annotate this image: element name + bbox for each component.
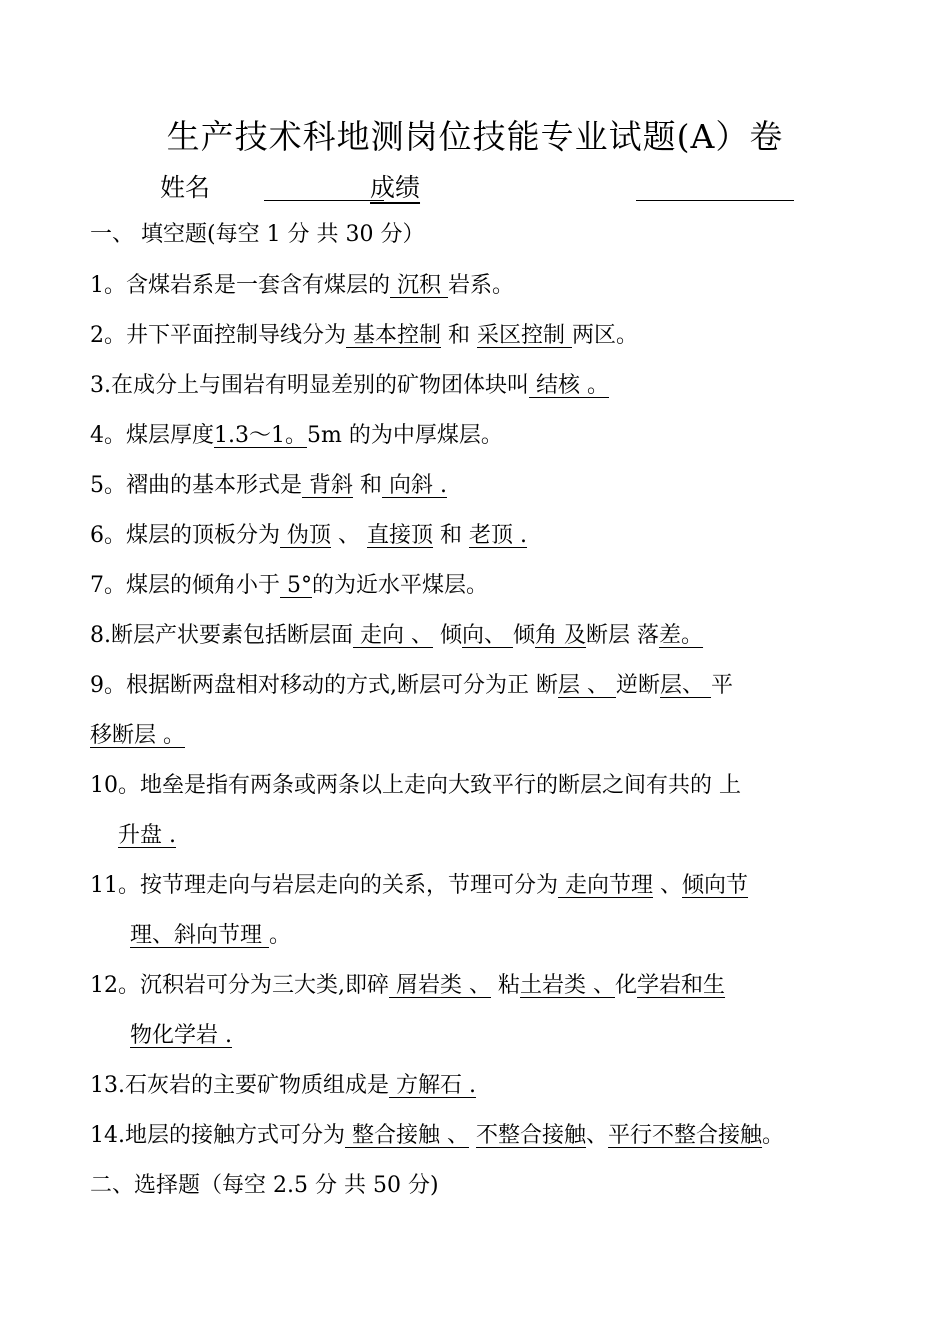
question-2: 2。井下平面控制导线分为 基本控制 和 采区控制 两区。 — [90, 323, 639, 348]
question-10: 10。地垒是指有两条或两条以上走向大致平行的断层之间有共的 上 — [90, 773, 741, 798]
answer-blank: 学岩和生 — [637, 973, 726, 998]
exam-title: 生产技术科地测岗位技能专业试题(A）卷 — [166, 117, 784, 156]
answer-blank: 物化学岩 . — [130, 1023, 232, 1048]
answer-blank: 屑岩类 、 — [389, 973, 491, 998]
answer-blank: 向斜 . — [382, 473, 447, 498]
answer-blank: 土岩类 、 — [520, 973, 615, 998]
question-9-continued — [90, 719, 185, 753]
answer-blank: 层、 — [660, 673, 712, 698]
answer-blank: 走向节理 — [558, 873, 653, 898]
answer-blank: 1.3～1。 — [214, 423, 307, 448]
answer-blank: 基本控制 — [346, 323, 441, 348]
question-3: 3.在成分上与围岩有明显差别的矿物团体块叫 结核 。 — [90, 373, 609, 398]
question-4: 4。煤层厚度1.3～1。5m 的为中厚煤层。 — [90, 423, 503, 448]
answer-blank: 理、斜向节理 — [130, 923, 269, 948]
answer-blank: 采区控制 — [477, 323, 572, 348]
question-10-continued — [118, 819, 176, 853]
name-blank[interactable] — [264, 200, 384, 201]
question-12: 12。沉积岩可分为三大类,即碎 屑岩类 、 粘土岩类 、化学岩和生 — [90, 973, 726, 998]
answer-blank: 平行不整合接触 — [608, 1123, 763, 1148]
name-score-row — [160, 168, 860, 208]
answer-blank: 背斜 — [302, 473, 353, 498]
question-12-continued — [130, 1019, 232, 1053]
answer-blank: 沉积 — [390, 273, 448, 298]
answer-blank: 伪顶 — [280, 523, 331, 548]
name-label: 姓名 — [160, 173, 211, 202]
answer-blank: 走向 、 — [353, 623, 433, 648]
answer-blank: 倾向节 — [682, 873, 749, 898]
question-7: 7。煤层的倾角小于 5°的为近水平煤层。 — [90, 573, 489, 598]
answer-blank: 方解石 . — [389, 1073, 476, 1098]
answer-blank: 整合接触 、 — [345, 1123, 469, 1148]
question-11-continued: 理、斜向节理 。 — [130, 923, 292, 948]
question-8: 8.断层产状要素包括断层面 走向 、 倾向、 倾角 及断层 落差。 — [90, 623, 704, 648]
answer-blank: 直接顶 — [367, 523, 434, 548]
answer-blank: 老顶 . — [469, 523, 528, 548]
question-5: 5。褶曲的基本形式是 背斜 和 向斜 . — [90, 473, 447, 498]
answer-blank: 向、 — [462, 623, 513, 648]
answer-blank: 移断层 。 — [90, 723, 185, 748]
section-heading-multiple-choice: 二、选择题（每空 2.5 分 共 50 分) — [90, 1173, 439, 1198]
answer-blank: 角 及 — [535, 623, 587, 648]
answer-blank: 不整合接触 — [476, 1123, 587, 1148]
answer-blank: 差。 — [659, 623, 704, 648]
answer-blank: 5° — [280, 573, 312, 598]
answer-blank: 升盘 . — [118, 823, 176, 848]
question-6: 6。煤层的顶板分为 伪顶 、 直接顶 和 老顶 . — [90, 523, 528, 548]
answer-blank: 层 、 — [558, 673, 616, 698]
section-heading-fill-blank: 一、 填空题(每空 1 分 共 30 分） — [90, 222, 425, 247]
score-label: 成绩 — [370, 173, 421, 202]
question-14: 14.地层的接触方式可分为 整合接触 、 不整合接触、平行不整合接触。 — [90, 1123, 785, 1148]
question-13: 13.石灰岩的主要矿物质组成是 方解石 . — [90, 1073, 476, 1098]
question-11: 11。按节理走向与岩层走向的关系，节理可分为 走向节理 、倾向节 — [90, 873, 749, 898]
question-9: 9。根据断两盘相对移动的方式,断层可分为正 断层 、 逆断层、 平 — [90, 673, 734, 698]
score-blank[interactable] — [636, 200, 794, 201]
answer-blank: 结核 。 — [529, 373, 609, 398]
question-1: 1。含煤岩系是一套含有煤层的 沉积 岩系。 — [90, 273, 515, 298]
